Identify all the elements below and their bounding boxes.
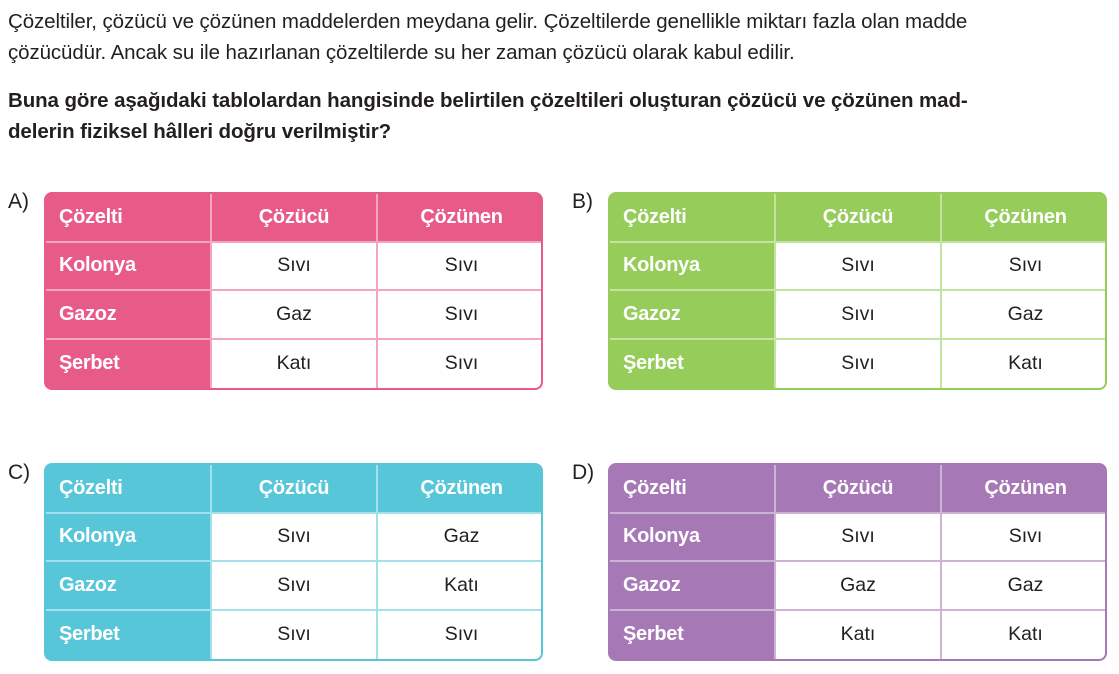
intro-paragraph	[8, 6, 1116, 68]
row-name: Şerbet	[46, 340, 212, 389]
solvent-value: Katı	[776, 611, 942, 660]
solute-value: Sıvı	[942, 243, 1107, 292]
row-name: Gazoz	[46, 291, 212, 340]
solvent-value: Sıvı	[212, 514, 378, 563]
header-solution: Çözelti	[610, 194, 776, 243]
row-name: Şerbet	[46, 611, 212, 660]
question-line-1: Buna göre aşağıdaki tablolardan hangisinde belirtilen çözeltileri oluşturan çözücü ve çözünen mad-	[8, 89, 968, 112]
option-a-letter[interactable]: A)	[8, 190, 29, 213]
header-solvent: Çözücü	[212, 465, 378, 514]
option-b-letter[interactable]: B)	[572, 190, 593, 213]
solvent-value: Sıvı	[212, 562, 378, 611]
solute-value: Gaz	[942, 562, 1107, 611]
header-solute: Çözünen	[942, 465, 1107, 514]
solvent-value: Sıvı	[212, 611, 378, 660]
row-name: Kolonya	[46, 243, 212, 292]
solute-value: Sıvı	[378, 291, 543, 340]
solute-value: Gaz	[378, 514, 543, 563]
solute-value: Katı	[942, 611, 1107, 660]
option-b-table[interactable]	[608, 192, 1107, 390]
header-solvent: Çözücü	[776, 465, 942, 514]
solute-value: Sıvı	[942, 514, 1107, 563]
row-name: Şerbet	[610, 340, 776, 389]
solute-value: Sıvı	[378, 340, 543, 389]
solute-value: Katı	[942, 340, 1107, 389]
header-solvent: Çözücü	[776, 194, 942, 243]
intro-line-1: Çözeltiler, çözücü ve çözünen maddelerden meydana gelir. Çözeltilerde genellikle miktarı fazla olan madde	[8, 10, 968, 33]
header-solution: Çözelti	[46, 465, 212, 514]
solute-value: Gaz	[942, 291, 1107, 340]
header-solute: Çözünen	[942, 194, 1107, 243]
solute-value: Katı	[378, 562, 543, 611]
solvent-value: Katı	[212, 340, 378, 389]
option-c-table[interactable]	[44, 463, 543, 661]
row-name: Kolonya	[610, 514, 776, 563]
header-solute: Çözünen	[378, 465, 543, 514]
solvent-value: Sıvı	[776, 291, 942, 340]
row-name: Kolonya	[46, 514, 212, 563]
row-name: Şerbet	[610, 611, 776, 660]
header-solution: Çözelti	[46, 194, 212, 243]
solvent-value: Gaz	[212, 291, 378, 340]
option-c-letter[interactable]: C)	[8, 461, 31, 484]
solvent-value: Sıvı	[212, 243, 378, 292]
option-d-table[interactable]	[608, 463, 1107, 661]
question-line-2: delerin fiziksel hâlleri doğru verilmiştir?	[8, 120, 392, 143]
solute-value: Sıvı	[378, 611, 543, 660]
option-d-letter[interactable]: D)	[572, 461, 595, 484]
row-name: Kolonya	[610, 243, 776, 292]
question-text	[8, 85, 1116, 147]
intro-line-2: çözücüdür. Ancak su ile hazırlanan çözeltilerde su her zaman çözücü olarak kabul edilir.	[8, 41, 795, 64]
header-solution: Çözelti	[610, 465, 776, 514]
solvent-value: Gaz	[776, 562, 942, 611]
solute-value: Sıvı	[378, 243, 543, 292]
row-name: Gazoz	[610, 291, 776, 340]
row-name: Gazoz	[46, 562, 212, 611]
row-name: Gazoz	[610, 562, 776, 611]
header-solute: Çözünen	[378, 194, 543, 243]
header-solvent: Çözücü	[212, 194, 378, 243]
solvent-value: Sıvı	[776, 340, 942, 389]
solvent-value: Sıvı	[776, 514, 942, 563]
solvent-value: Sıvı	[776, 243, 942, 292]
option-a-table[interactable]	[44, 192, 543, 390]
